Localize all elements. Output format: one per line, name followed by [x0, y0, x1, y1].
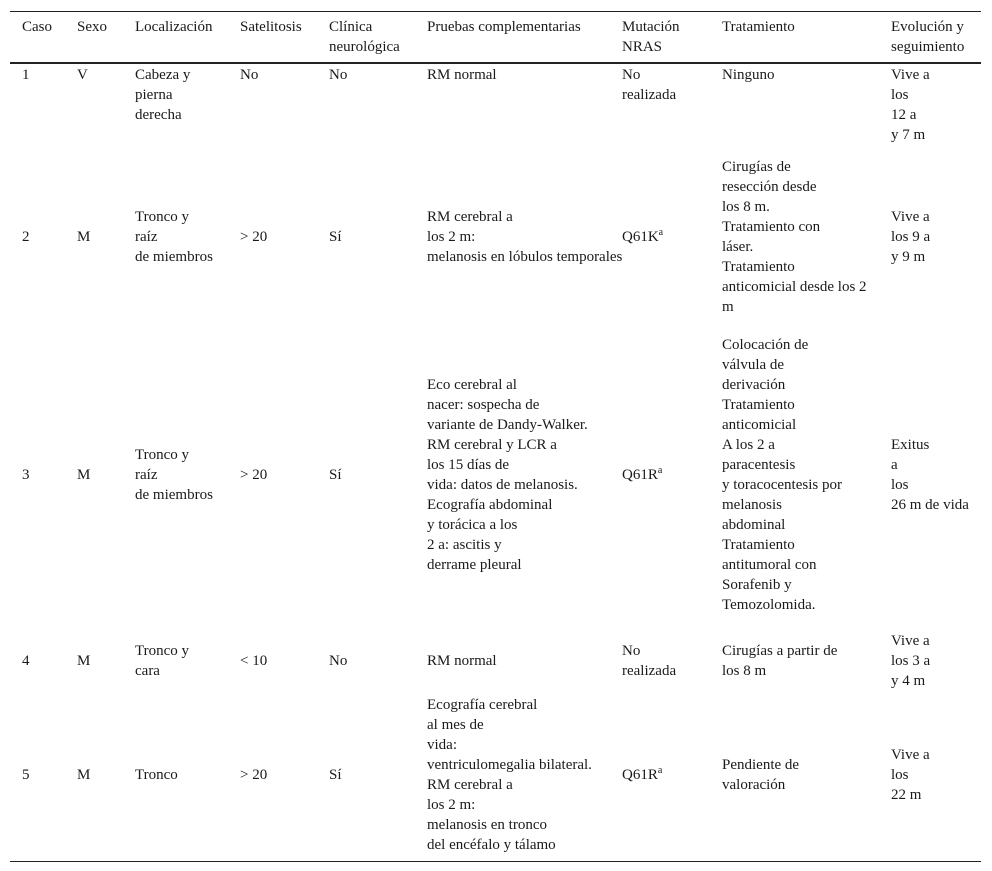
row1-pruebas-line: RM normal: [427, 67, 497, 83]
row2-tratamiento-line: anticomicial desde los 2: [722, 279, 867, 295]
row2-localizacion: [135, 207, 213, 267]
row3-localizacion: [135, 445, 213, 505]
row4-localizacion-line: Tronco y: [135, 643, 190, 659]
row1-clinica: [329, 65, 347, 85]
row2-pruebas-line: RM cerebral a: [427, 209, 513, 225]
row2-caso-line: 2: [22, 229, 30, 245]
row3-localizacion-line: de miembros: [135, 487, 213, 503]
row2-tratamiento-line: Cirugías de: [722, 159, 791, 175]
row3-pruebas-line: nacer: sospecha de: [427, 397, 540, 413]
row3-pruebas-line: los 15 días de: [427, 457, 510, 473]
row1-evolucion-line: los: [891, 87, 909, 103]
row5-pruebas: [427, 695, 592, 855]
row5-pruebas-line: melanosis en tronco: [427, 817, 547, 833]
row1-caso: [22, 65, 30, 85]
row3-pruebas-line: 2 a: ascitis y: [427, 537, 502, 553]
header-caso: [22, 17, 52, 37]
row2-pruebas: [427, 207, 622, 267]
row1-caso-line: 1: [22, 67, 30, 83]
row5-tratamiento-line: Pendiente de: [722, 757, 800, 773]
row3-clinica-line: Sí: [329, 467, 342, 483]
row3-satelitosis-line: > 20: [240, 467, 268, 483]
row2-evolucion-line: los 9 a: [891, 229, 931, 245]
row3-sexo-line: M: [77, 467, 91, 483]
footnote-marker: a: [657, 765, 663, 776]
row2-tratamiento: [722, 157, 867, 317]
row2-satelitosis-line: > 20: [240, 229, 268, 245]
row4-satelitosis-line: < 10: [240, 653, 268, 669]
row3-tratamiento-line: Sorafenib y: [722, 577, 792, 593]
row3-tratamiento: [722, 335, 842, 615]
row5-localizacion-line: Tronco: [135, 767, 178, 783]
row5-evolucion-line: los: [891, 767, 909, 783]
row3-mutacion-line: $Q61R^a$: [622, 465, 663, 483]
row3-evolucion-line: Exitus: [891, 437, 930, 453]
row5-evolucion-line: 22 m: [891, 787, 922, 803]
row1-evolucion-line: y 7 m: [891, 127, 926, 143]
footnote-marker: a: [657, 465, 663, 476]
row1-mutacion: [622, 65, 676, 105]
row3-tratamiento-line: Tratamiento: [722, 397, 795, 413]
row5-caso: [22, 765, 30, 785]
row5-evolucion-line: Vive a: [891, 747, 930, 763]
header-mutacion: [622, 17, 680, 57]
row3-clinica: [329, 465, 342, 485]
header-evolucion-line: Evolución y: [891, 19, 964, 35]
row3-tratamiento-line: antitumoral con: [722, 557, 817, 573]
row3-tratamiento-line: paracentesis: [722, 457, 796, 473]
row4-clinica-line: No: [329, 653, 348, 669]
header-clinica-line: Clínica: [329, 19, 373, 35]
row5-pruebas-line: ventriculomegalia bilateral.: [427, 757, 592, 773]
row3-tratamiento-line: y toracocentesis por: [722, 477, 842, 493]
row3-tratamiento-line: Colocación de: [722, 337, 809, 353]
row3-pruebas-line: Eco cerebral al: [427, 377, 517, 393]
row2-evolucion-line: Vive a: [891, 209, 930, 225]
row4-caso: [22, 651, 30, 671]
row5-tratamiento-line: valoración: [722, 777, 786, 793]
row2-caso: [22, 227, 30, 247]
row3-mutacion: [622, 465, 662, 485]
row4-tratamiento-line: Cirugías a partir de: [722, 643, 838, 659]
row4-evolucion-line: los 3 a: [891, 653, 931, 669]
row4-clinica: [329, 651, 347, 671]
row2-sexo: [77, 227, 90, 247]
row4-mutacion: [622, 641, 676, 681]
row3-tratamiento-line: anticomicial: [722, 417, 797, 433]
row4-evolucion-line: Vive a: [891, 633, 930, 649]
header-mutacion-line: NRAS: [622, 39, 663, 55]
row5-pruebas-line: al mes de: [427, 717, 484, 733]
row5-pruebas-line: los 2 m:: [427, 797, 476, 813]
row1-localizacion-line: pierna: [135, 87, 173, 103]
header-evolucion: [891, 17, 964, 57]
row4-satelitosis: [240, 651, 267, 671]
row5-satelitosis-line: > 20: [240, 767, 268, 783]
row2-sexo-line: M: [77, 229, 91, 245]
row5-mutacion: [622, 765, 662, 785]
row1-evolucion-line: 12 a: [891, 107, 917, 123]
row5-caso-line: 5: [22, 767, 30, 783]
row5-sexo-line: M: [77, 767, 91, 783]
row1-evolucion: [891, 65, 930, 145]
row3-evolucion-line: 26 m de vida: [891, 497, 969, 513]
header-tratamiento-line: Tratamiento: [722, 19, 795, 35]
row4-sexo: [77, 651, 90, 671]
row2-evolucion-line: y 9 m: [891, 249, 926, 265]
header-localizacion: [135, 17, 212, 37]
header-clinica-line: neurológica: [329, 39, 400, 55]
row3-tratamiento-line: A los 2 a: [722, 437, 775, 453]
row3-sexo: [77, 465, 90, 485]
row5-satelitosis: [240, 765, 267, 785]
row3-tratamiento-line: Tratamiento: [722, 537, 795, 553]
header-satelitosis: [240, 17, 302, 37]
row2-tratamiento-line: Tratamiento con: [722, 219, 821, 235]
row2-tratamiento-line: Tratamiento: [722, 259, 795, 275]
row3-pruebas-line: Ecografía abdominal: [427, 497, 553, 513]
row5-localizacion: [135, 765, 178, 785]
row3-evolucion-line: los: [891, 477, 909, 493]
row5-mutacion-line: $Q61R^a$: [622, 765, 663, 783]
row2-mutacion: [622, 227, 663, 247]
header-pruebas: [427, 17, 581, 37]
row5-pruebas-line: vida:: [427, 737, 457, 753]
row2-mutacion-line: $Q61K^a$: [622, 227, 664, 245]
header-satelitosis-line: Satelitosis: [240, 19, 302, 35]
row4-sexo-line: M: [77, 653, 91, 669]
header-evolucion-line: seguimiento: [891, 39, 965, 55]
row1-mutacion-line: No: [622, 67, 641, 83]
header-localizacion-line: Localización: [135, 19, 213, 35]
row4-localizacion-line: cara: [135, 663, 160, 679]
row4-mutacion-line: No: [622, 643, 641, 659]
row3-pruebas-line: vida: datos de melanosis.: [427, 477, 578, 493]
row3-tratamiento-line: válvula de: [722, 357, 785, 373]
row1-tratamiento: [722, 65, 775, 85]
row1-pruebas: [427, 65, 497, 85]
row3-caso-line: 3: [22, 467, 30, 483]
row1-sexo: [77, 65, 88, 85]
row1-sexo-line: V: [77, 67, 88, 83]
row1-mutacion-line: realizada: [622, 87, 677, 103]
row3-pruebas-line: RM cerebral y LCR a: [427, 437, 557, 453]
header-clinica: [329, 17, 400, 57]
row2-clinica: [329, 227, 342, 247]
row5-tratamiento: [722, 755, 799, 795]
row3-localizacion-line: raíz: [135, 467, 158, 483]
row5-sexo: [77, 765, 90, 785]
row3-tratamiento-line: derivación: [722, 377, 786, 393]
row2-tratamiento-line: láser.: [722, 239, 754, 255]
row3-pruebas: [427, 375, 588, 575]
row1-satelitosis: [240, 65, 258, 85]
row1-localizacion: [135, 65, 190, 125]
row1-tratamiento-line: Ninguno: [722, 67, 775, 83]
row3-tratamiento-line: abdominal: [722, 517, 786, 533]
row5-clinica-line: Sí: [329, 767, 342, 783]
row2-localizacion-line: de miembros: [135, 249, 213, 265]
row4-evolucion-line: y 4 m: [891, 673, 926, 689]
row4-evolucion: [891, 631, 930, 691]
row2-clinica-line: Sí: [329, 229, 342, 245]
header-tratamiento: [722, 17, 795, 37]
row5-pruebas-line: Ecografía cerebral: [427, 697, 538, 713]
row1-satelitosis-line: No: [240, 67, 259, 83]
row1-clinica-line: No: [329, 67, 348, 83]
row3-pruebas-line: variante de Dandy-Walker.: [427, 417, 588, 433]
row4-tratamiento-line: los 8 m: [722, 663, 767, 679]
row3-tratamiento-line: Temozolomida.: [722, 597, 816, 613]
header-sexo-line: Sexo: [77, 19, 107, 35]
row1-evolucion-line: Vive a: [891, 67, 930, 83]
row2-satelitosis: [240, 227, 267, 247]
row2-localizacion-line: raíz: [135, 229, 158, 245]
row4-caso-line: 4: [22, 653, 30, 669]
row2-localizacion-line: Tronco y: [135, 209, 190, 225]
header-caso-line: Caso: [22, 19, 52, 35]
row3-tratamiento-line: melanosis: [722, 497, 782, 513]
row5-pruebas-line: del encéfalo y tálamo: [427, 837, 556, 853]
row3-evolucion: [891, 435, 969, 515]
row4-localizacion: [135, 641, 189, 681]
row5-evolucion: [891, 745, 930, 805]
row2-evolucion: [891, 207, 930, 267]
row5-clinica: [329, 765, 342, 785]
row4-mutacion-line: realizada: [622, 663, 677, 679]
header-mutacion-line: Mutación: [622, 19, 680, 35]
row1-localizacion-line: derecha: [135, 107, 182, 123]
row2-pruebas-line: los 2 m:: [427, 229, 476, 245]
row4-tratamiento: [722, 641, 837, 681]
row3-evolucion-line: a: [891, 457, 898, 473]
header-pruebas-line: Pruebas complementarias: [427, 19, 581, 35]
row1-localizacion-line: Cabeza y: [135, 67, 191, 83]
row5-pruebas-line: RM cerebral a: [427, 777, 513, 793]
row2-tratamiento-line: los 8 m.: [722, 199, 770, 215]
row2-tratamiento-line: m: [722, 299, 734, 315]
row4-pruebas-line: RM normal: [427, 653, 497, 669]
row2-tratamiento-line: resección desde: [722, 179, 817, 195]
row2-pruebas-line: melanosis en lóbulos temporales: [427, 249, 623, 265]
row3-satelitosis: [240, 465, 267, 485]
row3-pruebas-line: y torácica a los: [427, 517, 518, 533]
row3-pruebas-line: derrame pleural: [427, 557, 522, 573]
row3-localizacion-line: Tronco y: [135, 447, 190, 463]
row3-caso: [22, 465, 30, 485]
footnote-marker: a: [658, 227, 664, 238]
row4-pruebas: [427, 651, 497, 671]
header-sexo: [77, 17, 107, 37]
